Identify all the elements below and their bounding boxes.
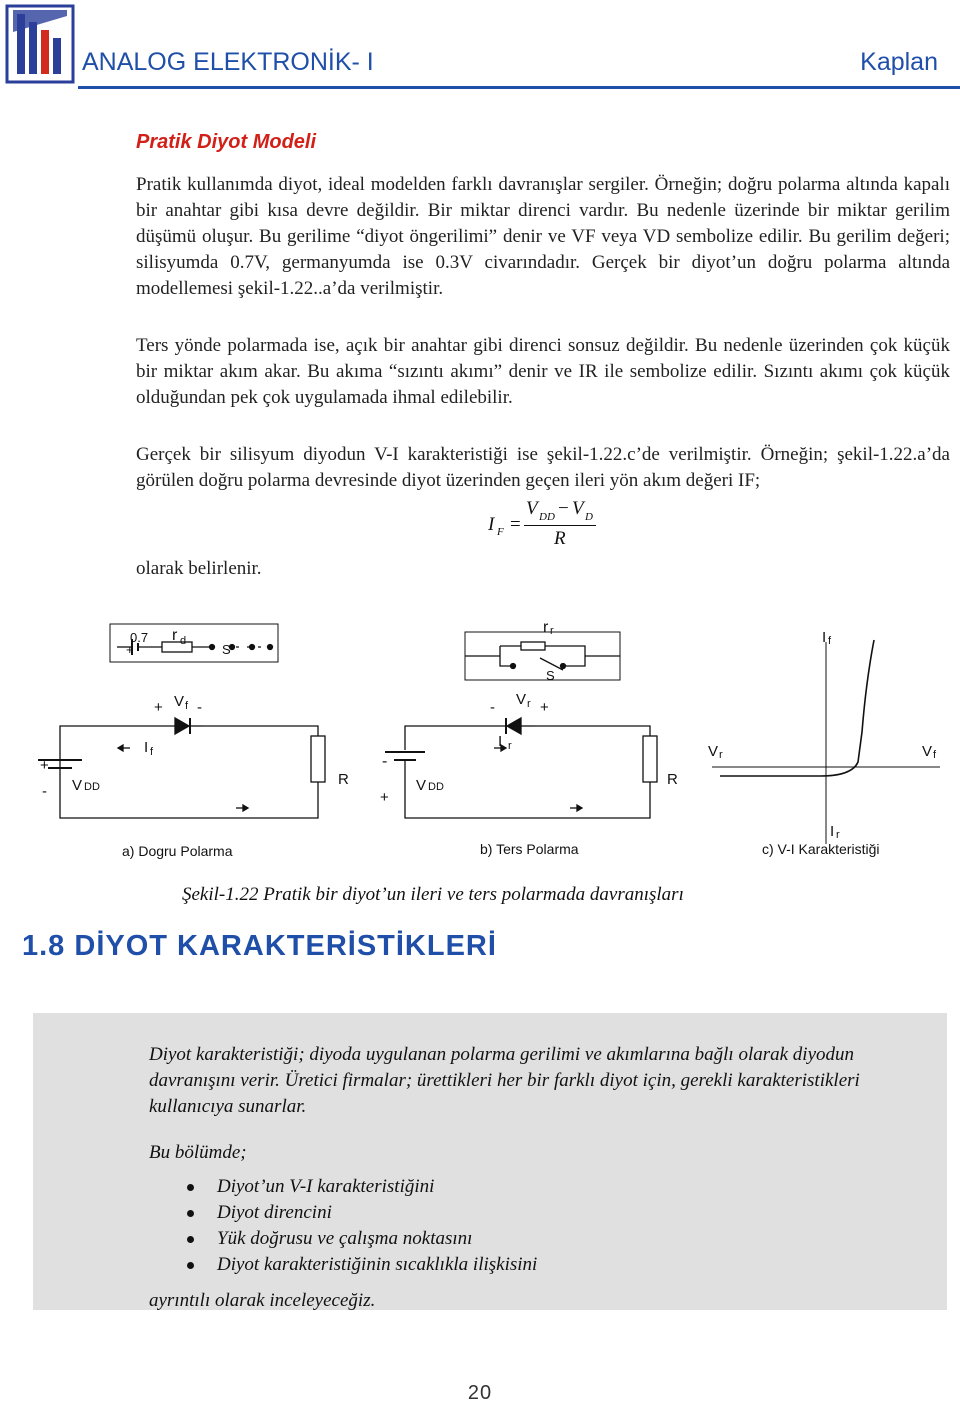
formula-denominator: R (554, 528, 566, 549)
page-number: 20 (467, 1382, 493, 1404)
fig-b-diode (507, 718, 521, 734)
section-title: Pratik Diyot Modeli (136, 131, 317, 153)
fig-c-vr-sub: r (719, 749, 723, 761)
formula-minus: − (558, 498, 569, 519)
summary-outro: ayrıntılı olarak inceleyeceğiz. (149, 1290, 376, 1311)
fig-a-vdd-label: V (72, 777, 83, 794)
fig-c-vf-sub: f (933, 749, 937, 761)
fig-b-vr-sub: r (527, 698, 531, 710)
fig-b-vdd-label: V (416, 777, 427, 794)
list-item-text: Diyot’un V-I karakteristiğini (217, 1176, 435, 1197)
paragraph-text: Pratik kullanımda diyot, ideal modelden farklı davranışlar sergiler. Örneğin; doğru polarma altında kapalı bir anahtar gibi kısa devre değildir. Bir miktar direnci vardır. Bu nedenle üzerinde bir miktar gerilim düşümü oluşur. Bu gerilime “diyot öngerilimi” denir ve VF veya VD sembolize edilir. Bu gerilim değeri; silisyumda 0.7V, germanyumda ise 0.3V civarındadır. Gerçek bir diyot’un doğru polarma altında modellemesi şekil-1.22..a’da verilmiştir. (136, 174, 950, 299)
fig-a-vf-label: V (174, 693, 185, 710)
list-item (149, 1252, 931, 1278)
paragraph-conclusion (136, 556, 950, 582)
fig-b-circuit-loop (405, 726, 650, 818)
formula-equals: = (510, 514, 521, 535)
fig-c-if-sub: f (828, 635, 832, 647)
bullet-icon (187, 1236, 194, 1243)
fig-a-vf-plus: + (154, 699, 163, 716)
paragraph-reverse-bias (136, 333, 950, 411)
bullet-icon (187, 1210, 194, 1217)
formula-num-vdd-subscript: DD (539, 511, 555, 523)
diode-bias-figure (0, 612, 960, 872)
summary-content (149, 1042, 931, 1314)
fig-a-diode (175, 718, 189, 734)
fig-a-switch-label: S (222, 642, 231, 657)
fraction-bar (524, 525, 596, 526)
fig-b-vdd-sub: DD (428, 781, 444, 793)
fig-b-r-label: R (667, 771, 678, 788)
fig-a-vf-sub: f (185, 700, 189, 712)
formula-num-vd: V (572, 498, 584, 519)
fig-b-ir-label: I (498, 733, 503, 750)
fig-b-src-plus: + (380, 789, 389, 806)
fig-a-if-label: I (144, 739, 149, 756)
paragraph-vi-characteristic (136, 442, 950, 494)
formula-num-vd-subscript: D (585, 511, 593, 523)
fig-b-ir-sub: r (508, 740, 512, 752)
summary-intro: Diyot karakteristiği; diyoda uygulanan polarma gerilimi ve akımlarına bağlı olarak diyodun davranışını verir. Üretici firmalar; ürettikleri her bir farklı diyot için, gerekli karakteristikleri kullanıcıya sunarlar. (149, 1044, 860, 1117)
fig-a-v07-label: 0.7 (130, 630, 149, 645)
formula-lhs: I (488, 514, 495, 535)
header-author: Kaplan (860, 48, 938, 76)
bullet-icon (187, 1262, 194, 1269)
bullet-icon (187, 1184, 194, 1191)
fig-c-if-label: I (822, 629, 827, 646)
fig-a-caption: a) Dogru Polarma (122, 843, 233, 859)
fig-b-rr-sub: r (550, 625, 554, 637)
figure-caption: Şekil-1.22 Pratik bir diyot’un ileri ve ters polarmada davranışları (182, 884, 684, 905)
fig-b-vr-label: V (516, 691, 527, 708)
fig-b-vr-plus: + (540, 699, 549, 716)
list-item (149, 1174, 931, 1200)
fig-c-vi-curve (720, 640, 874, 776)
fig-a-if-sub: f (150, 746, 154, 758)
paragraph-text: olarak belirlenir. (136, 558, 262, 579)
paragraph-text: Gerçek bir silisyum diyodun V-I karakteristiği ise şekil-1.22.c’de verilmiştir. Örneğin; şekil-1.22.a’da görülen doğru polarma devresinde diyot üzerinden geçen ileri yön akım değeri IF; (136, 444, 950, 491)
fig-a-rd-sub: d (180, 635, 187, 647)
fig-a-vdd-sub: DD (84, 781, 100, 793)
fig-a-load-resistor (311, 736, 325, 782)
fig-b-load-resistor (643, 736, 657, 782)
fig-a-vf-minus: - (197, 699, 202, 716)
formula-lhs-subscript: F (497, 526, 504, 538)
fig-b-switch-label: S (546, 668, 555, 683)
fig-a-rd-label: r (172, 627, 178, 644)
university-logo (5, 2, 77, 88)
fig-a-circuit-loop (60, 726, 318, 818)
fig-a-small-plus: + (126, 642, 134, 657)
fig-c-vr-label: V (708, 743, 719, 760)
fig-a-src-plus: + (40, 757, 49, 774)
fig-c-caption: c) V-I Karakteristiği (762, 841, 880, 857)
paragraph-text: Ters yönde polarmada ise, açık bir anahtar gibi direnci sonsuz değildir. Bu nedenle üzerinden çok küçük bir miktar akım akar. Bu akıma “sızıntı akımı” denir ve IR ile sembolize edilir. Sızıntı akımı çok küçük olduğundan pek çok uygulamada ihmal edilebilir. (136, 335, 950, 408)
formula-num-vdd: V (526, 498, 538, 519)
header-title: ANALOG ELEKTRONİK- I (82, 48, 374, 76)
fig-b-caption: b) Ters Polarma (480, 841, 579, 857)
forward-current-formula (486, 500, 626, 554)
fig-b-vr-minus: - (490, 699, 495, 716)
summary-lead: Bu bölümde; (149, 1142, 247, 1163)
list-item (149, 1226, 931, 1252)
header-divider (78, 86, 960, 89)
list-item (149, 1200, 931, 1226)
fig-c-ir-label: I (830, 823, 835, 840)
fig-c-vf-label: V (922, 743, 933, 760)
fig-c-ir-sub: r (836, 829, 840, 841)
fig-a-r-label: R (338, 771, 349, 788)
list-item-text: Yük doğrusu ve çalışma noktasını (217, 1228, 473, 1249)
fig-b-rr-label: r (543, 619, 549, 636)
paragraph-practical-model (136, 172, 950, 302)
chapter-heading: 1.8 DİYOT KARAKTERİSTİKLERİ (22, 930, 497, 962)
fig-a-src-minus: - (42, 783, 47, 800)
list-item-text: Diyot karakteristiğinin sıcaklıkla ilişkisini (217, 1254, 538, 1275)
list-item-text: Diyot direncini (217, 1202, 332, 1223)
fig-b-src-minus: - (382, 753, 388, 770)
summary-list (149, 1174, 931, 1278)
